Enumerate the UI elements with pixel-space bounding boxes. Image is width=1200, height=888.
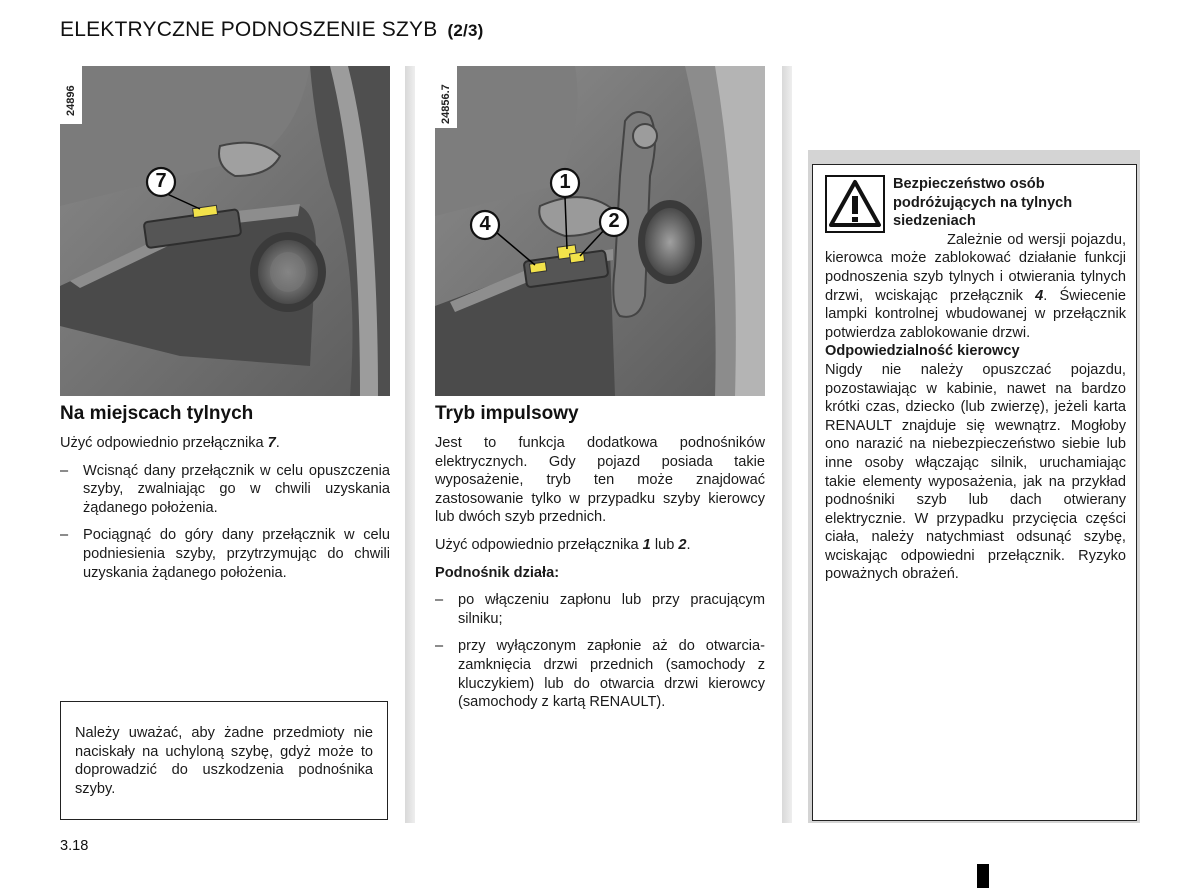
column-separator-left [405,66,415,823]
front-door-figure [435,66,765,396]
switch-ref: 1 [642,536,651,553]
list-item: – przy wyłączonym zapłonie aż do otwarcia-zamknięcia drzwi przednich (samochody z kluczykiem) lub do otwarcia drzwi kierowcy (samochody z kartą RENAULT). [435,638,765,711]
caution-note: Należy uważać, aby żadne przedmioty nie naciskały na uchyloną szybę, gdyż może to doprowadzić do uszkodzenia podnośnika szyby. [60,701,388,820]
switch-ref: 7 [267,435,276,451]
impulse-mode-body [435,434,765,721]
figure-code: 24856.7 [440,84,452,124]
page-number: 3.18 [60,838,89,854]
rear-door-figure [60,66,390,396]
rear-seats-heading: Na miejscach tylnych [60,403,254,424]
warning-subheading: Odpowiedzialność kierowcy [825,343,1020,360]
callout-1: 1 [559,171,571,193]
callout-2: 2 [608,210,620,232]
switch-ref: 2 [678,536,687,553]
impulse-mode-use: Użyć odpowiednio przełącznika 1 lub 2. [435,536,691,553]
list-item: – po włączeniu zapłonu lub przy pracującym silniku; [435,592,765,627]
page-title-part: (2/3) [447,21,484,40]
switch-ref: 4 [1035,287,1044,304]
page-title-text: ELEKTRYCZNE PODNOSZENIE SZYB [60,18,438,41]
list-item: – Wcisnąć dany przełącznik w celu opuszczenia szyby, zwalniając go w chwili uzyskania żądanego położenia. [60,462,390,516]
warning-title: Bezpieczeństwo osób podróżujących na tylnych siedzeniach [893,176,1073,230]
page-edge-marker [977,864,989,888]
rear-seats-intro: Użyć odpowiednio przełącznika 7. [60,435,280,451]
list-item: – Pociągnąć do góry dany przełącznik w celu podniesienia szyby, przytrzymując do chwili uzyskania żądanego położenia. [60,527,390,581]
rear-seats-body [60,434,390,591]
callout-4: 4 [479,213,491,235]
warning-paragraph: Nigdy nie należy opuszczać pojazdu, pozostawiając w kabinie, nawet na bardzo krótki czas, dziecko (lub zwierzę), jeżeli karta RENAULT znajduje się wewnątrz. Mogłoby ono narazić na niebezpieczeństwo siebie lub inne osoby włączając silnik, uruchamiając takie elementy wyposażenia, jak na przykład podnośniki szyb lub dach otwierany elektrycznie. W przypadku przycięcia części ciała, należy natychmiast odsunąć szybę, wciskając odpowiedni przełącznik. Ryzyko poważnych obrażeń. [825,361,1126,583]
warning-paragraph: Zależnie od wersji pojazdu, kierowca może zablokować działanie funkcji podnoszenia szyb tylnych i otwierania tylnych drzwi, wciskając przełącznik 4. Świecenie lampki kontrolnej wbudowanej w przełącznik potwierdza zablokowanie drzwi. [825,231,1126,341]
warning-triangle-icon [825,175,887,235]
warning-content [825,175,1126,584]
impulse-mode-heading: Tryb impulsowy [435,403,579,424]
column-separator-right [782,66,792,823]
figure-code: 24896 [65,85,77,116]
impulse-mode-paragraph: Jest to funkcja dodatkowa podnośników elektrycznych. Gdy pojazd posiada takie wyposażenie, tryb ten może znajdować zastosowanie tylko w przypadku szyby kierowcy lub dwóch szyb przednich. [435,435,765,526]
page-title [60,18,483,42]
callout-7: 7 [155,170,167,192]
lift-label: Podnośnik działa: [435,564,560,581]
rear-door-illustration [60,66,390,396]
